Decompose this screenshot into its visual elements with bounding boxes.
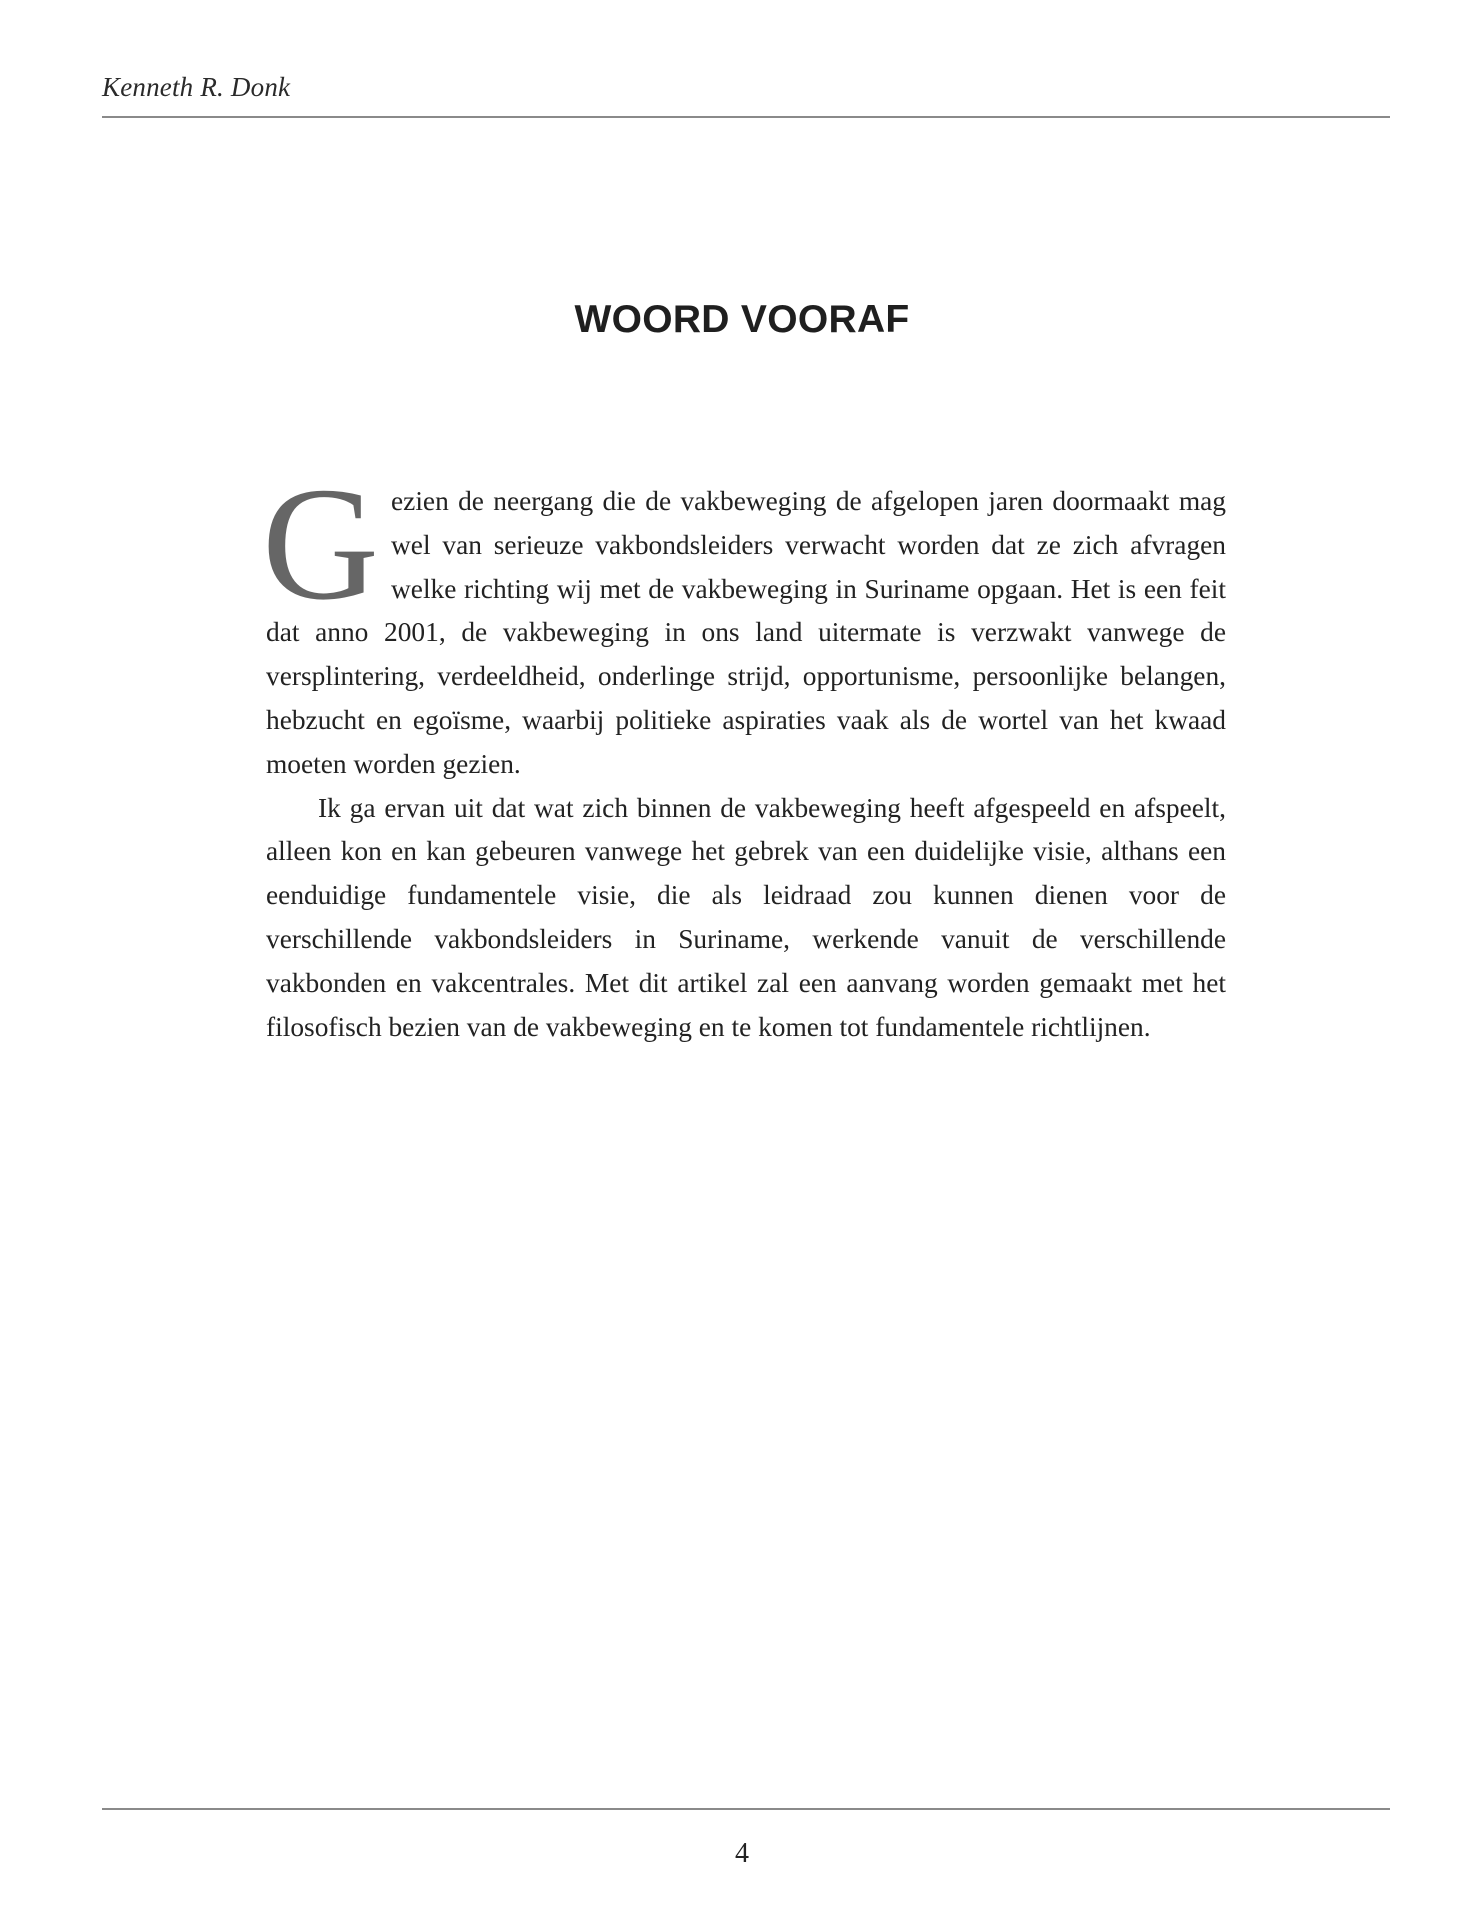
page-number: 4: [735, 1838, 749, 1869]
footer-rule: [102, 1808, 1390, 1810]
chapter-title: WOORD VOORAF: [574, 298, 910, 342]
paragraph-1-text: ezien de neergang die de vakbeweging de afgelopen jaren doormaakt mag wel van serieuze vakbondsleiders verwacht worden dat ze zich afvragen welke richting wij met de vakbeweging in Suriname opgaan. Het is een feit dat anno 2001, de vakbeweging in ons land uitermate is verzwakt vanwege de versplintering, verdeeldheid, onderlinge strijd, opportunisme, persoonlijke belangen, hebzucht en egoïsme, waarbij politieke aspiraties vaak als de wortel van het kwaad moeten worden gezien.: [266, 486, 1226, 779]
header-rule: [102, 116, 1390, 118]
running-header-author: Kenneth R. Donk: [102, 72, 291, 102]
paragraph-1: [262, 455, 1226, 787]
body-text: [262, 455, 1226, 1049]
drop-cap: G: [262, 455, 379, 634]
paragraph-2: Ik ga ervan uit dat wat zich binnen de vakbeweging heeft afgespeeld en afspeelt, alleen kon en kan gebeuren vanwege het gebrek van een duidelijke visie, althans een eenduidige fundamentele visie, die als leidraad zou kunnen dienen voor de verschillende vakbondsleiders in Suriname, werkende vanuit de verschillende vakbonden en vakcentrales. Met dit artikel zal een aanvang worden gemaakt met het filosofisch bezien van de vakbeweging en te komen tot fundamentele richtlijnen.: [266, 792, 1226, 1042]
